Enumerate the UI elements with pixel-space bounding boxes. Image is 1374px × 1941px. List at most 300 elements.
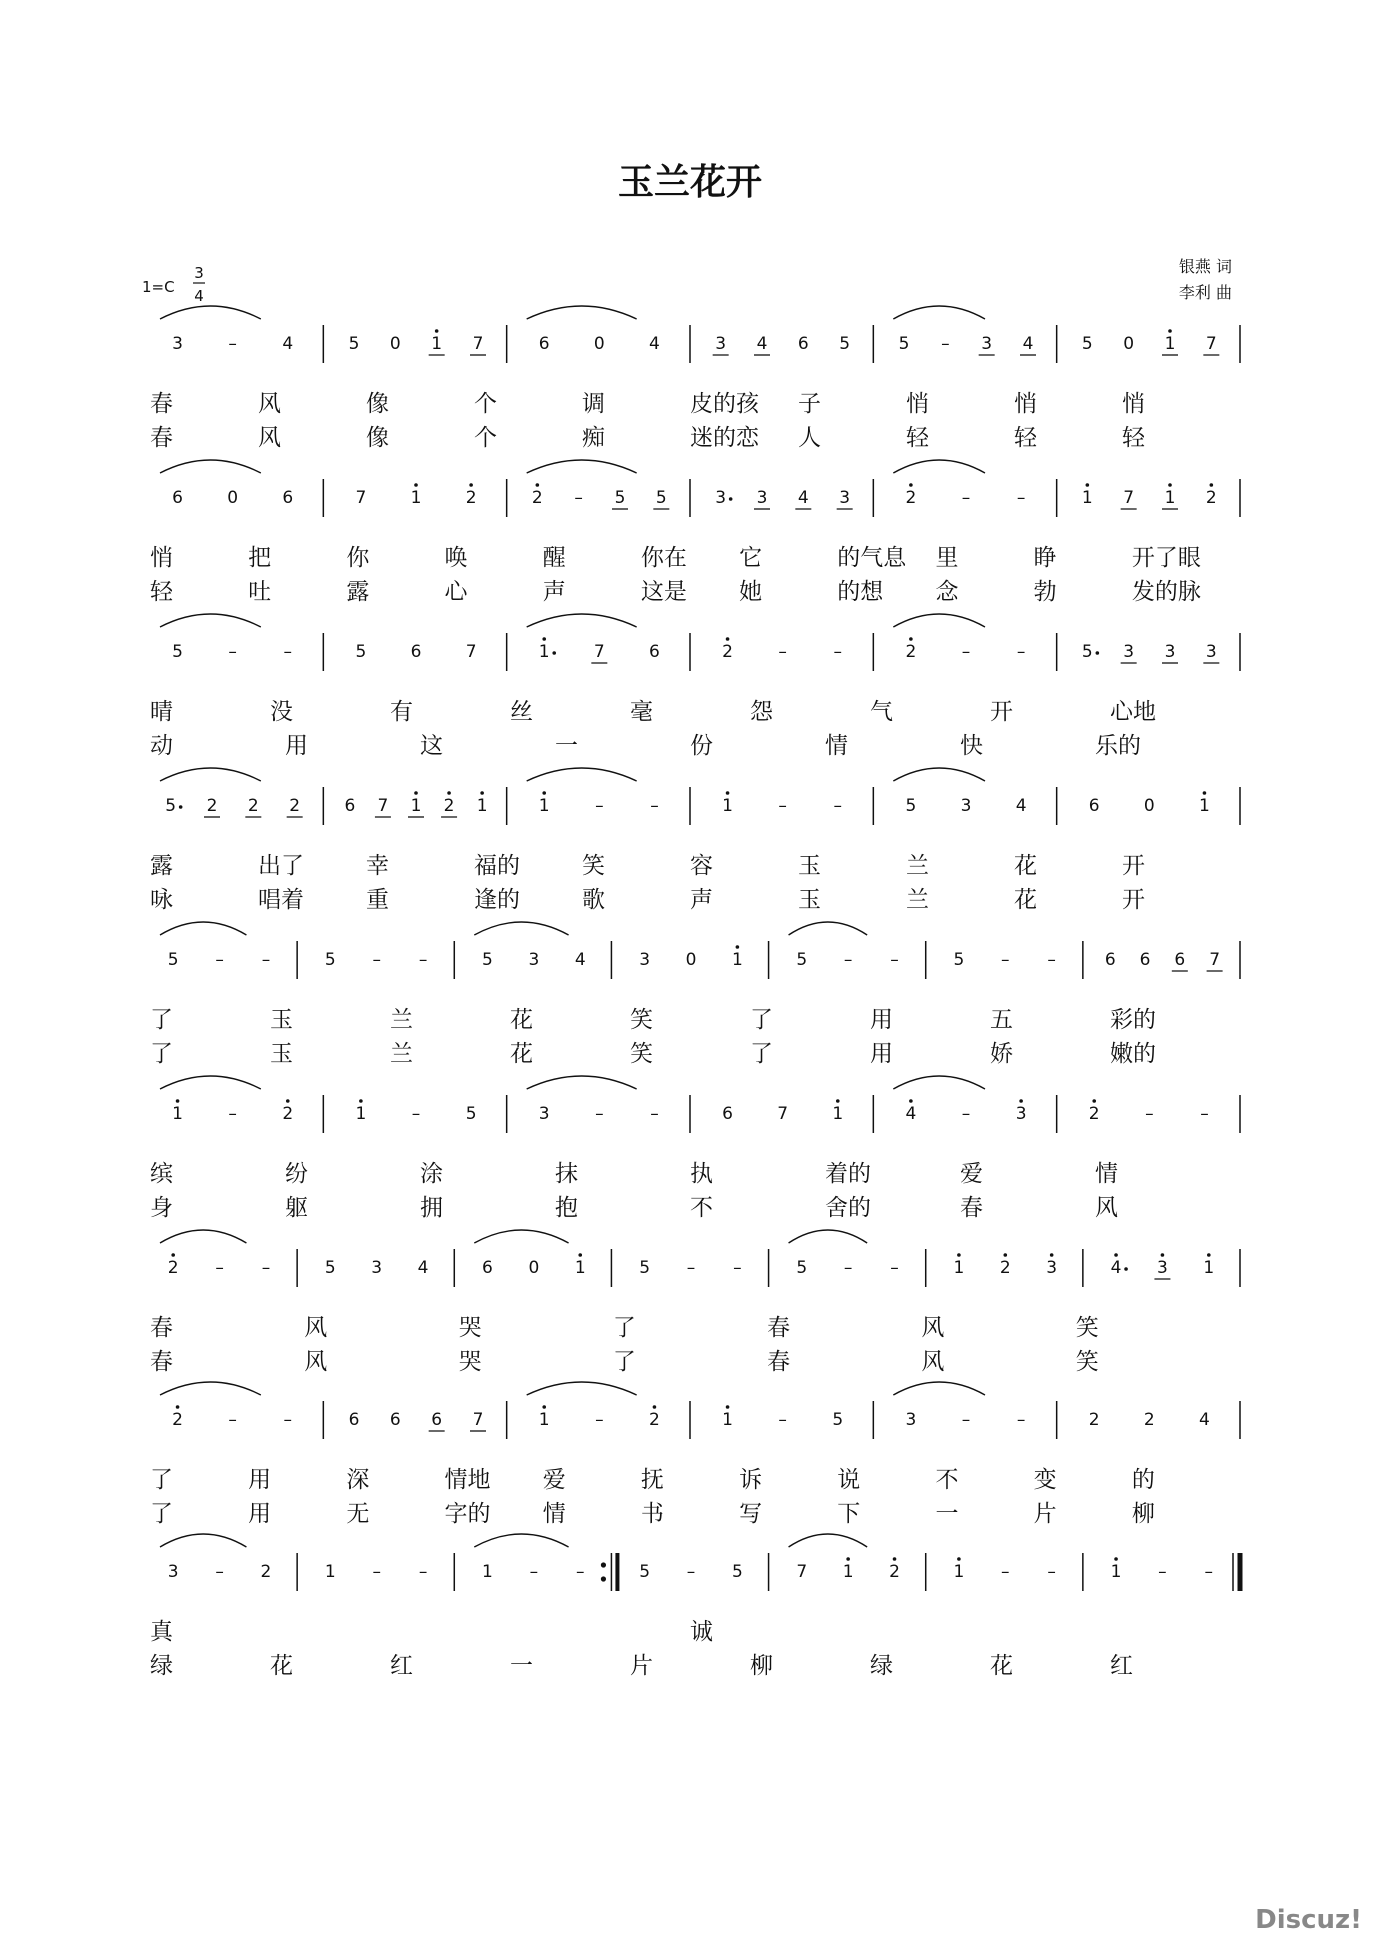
note-digit: 7 <box>777 1104 789 1124</box>
octave-dot <box>836 1099 840 1103</box>
slur-arc <box>160 1230 246 1243</box>
octave-dot <box>736 945 740 949</box>
note-digit: 5 <box>465 1104 477 1124</box>
lyric-syllable: 躯 <box>285 1195 308 1221</box>
note-digit: 4 <box>905 1104 917 1124</box>
octave-dot <box>957 1557 961 1561</box>
lyric-syllable: 你 <box>346 545 370 571</box>
augmentation-dot <box>1096 651 1100 655</box>
lyric-syllable: 涂 <box>420 1161 443 1187</box>
augmentation-dot <box>179 805 183 809</box>
octave-dot <box>726 1405 730 1409</box>
lyric-syllable: 风 <box>258 425 281 451</box>
lyric-syllable: 彩的 <box>1110 1007 1156 1033</box>
lyric-syllable: 玉 <box>798 853 821 879</box>
note-digit: – <box>215 950 224 970</box>
lyric-syllable: 轻 <box>1014 425 1037 451</box>
music-system <box>150 1076 1240 1221</box>
note-digit: – <box>1001 950 1010 970</box>
lyric-syllable: 开了眼 <box>1131 545 1201 571</box>
lyric-syllable: 兰 <box>390 1007 413 1033</box>
lyric-syllable: 春 <box>150 1349 173 1375</box>
lyric-syllable: 诚 <box>690 1619 713 1645</box>
note-digit: 6 <box>1174 950 1186 970</box>
lyric-syllable: 它 <box>739 545 763 571</box>
lyric-syllable: 风 <box>304 1349 328 1375</box>
augmentation-dot <box>1124 1267 1128 1271</box>
note-digit: – <box>843 950 853 970</box>
lyric-syllable: 像 <box>366 425 389 451</box>
lyric-syllable: 兰 <box>906 853 929 879</box>
note-digit: 2 <box>722 642 733 662</box>
note-digit: 2 <box>443 796 455 816</box>
lyric-syllable: 用 <box>870 1007 893 1033</box>
note-digit: – <box>1145 1104 1154 1124</box>
note-digit: – <box>1158 1562 1167 1582</box>
octave-dot <box>536 483 540 487</box>
octave-dot <box>542 791 546 795</box>
music-system <box>150 1534 1240 1679</box>
lyric-syllable: 迷的恋 <box>690 425 759 451</box>
watermark: Discuz! <box>1255 1905 1362 1935</box>
note-digit: 5 <box>1081 642 1093 662</box>
octave-dot <box>414 483 418 487</box>
lyric-syllable: 着的 <box>825 1161 871 1187</box>
note-digit: – <box>1016 488 1026 508</box>
note-digit: 1 <box>953 1258 965 1278</box>
systems-group <box>150 306 1240 1679</box>
lyric-syllable: 用 <box>248 1467 272 1493</box>
lyric-syllable: 悄 <box>1122 391 1145 417</box>
note-digit: – <box>961 488 971 508</box>
lyric-syllable: 深 <box>346 1467 370 1493</box>
lyric-syllable: 像 <box>366 391 389 417</box>
note-digit: – <box>1016 642 1026 662</box>
note-digit: 4 <box>417 1258 429 1278</box>
octave-dot <box>171 1253 175 1257</box>
note-digit: – <box>228 642 237 662</box>
lyric-syllable: 唤 <box>444 545 468 571</box>
note-digit: – <box>961 1410 971 1430</box>
lyric-syllable: 不 <box>690 1195 713 1221</box>
lyric-syllable: 拥 <box>420 1195 443 1221</box>
lyric-syllable: 有 <box>390 699 413 725</box>
note-digit: 1 <box>722 796 733 816</box>
lyric-syllable: 毫 <box>630 699 653 725</box>
note-digit: – <box>418 1562 428 1582</box>
note-digit: 2 <box>1143 1410 1155 1430</box>
lyric-syllable: 歌 <box>582 887 605 913</box>
lyric-syllable: 心 <box>444 579 468 605</box>
note-digit: 2 <box>1088 1410 1100 1430</box>
lyric-syllable: 五 <box>990 1007 1013 1033</box>
slur-arc <box>474 922 568 935</box>
lyric-syllable: 身 <box>150 1195 173 1221</box>
note-digit: 5 <box>167 950 179 970</box>
note-digit: 1 <box>722 1410 733 1430</box>
note-digit: – <box>890 1258 899 1278</box>
note-digit: 2 <box>999 1258 1011 1278</box>
note-digit: 5 <box>905 796 917 816</box>
note-digit: 3 <box>1123 642 1135 662</box>
note-digit: 3 <box>1205 642 1217 662</box>
note-digit: 7 <box>796 1562 808 1582</box>
note-digit: 5 <box>1081 334 1093 354</box>
note-digit: 5 <box>482 950 493 970</box>
octave-dot <box>1207 1253 1211 1257</box>
song-title: 玉兰花开 <box>617 161 763 203</box>
lyric-syllable: 情 <box>825 733 848 759</box>
note-digit: 3 <box>1157 1258 1168 1278</box>
note-digit: 5 <box>614 488 626 508</box>
note-digit: – <box>650 796 659 816</box>
lyric-syllable: 情地 <box>444 1467 491 1493</box>
lyric-syllable: 风 <box>1095 1195 1118 1221</box>
note-digit: 6 <box>1104 950 1116 970</box>
note-digit: – <box>833 796 843 816</box>
lyric-syllable: 气 <box>870 699 893 725</box>
octave-dot <box>957 1253 961 1257</box>
octave-dot <box>1114 1253 1118 1257</box>
lyric-syllable: 了 <box>612 1349 636 1375</box>
music-system <box>150 768 1240 913</box>
note-digit: 2 <box>531 488 543 508</box>
note-digit: 3 <box>172 334 183 354</box>
lyric-syllable: 哭 <box>458 1349 482 1375</box>
lyric-syllable: 书 <box>640 1501 664 1527</box>
note-digit: 4 <box>1110 1258 1122 1278</box>
slur-arc <box>893 768 985 781</box>
note-digit: 1 <box>1164 488 1176 508</box>
slur-arc <box>160 1076 261 1089</box>
slur-arc <box>893 614 985 627</box>
music-system <box>150 1230 1240 1375</box>
lyric-syllable: 逢的 <box>474 887 520 913</box>
lyric-syllable: 调 <box>582 391 605 417</box>
note-digit: 2 <box>206 796 218 816</box>
lyric-syllable: 福的 <box>474 853 520 879</box>
note-digit: 4 <box>797 488 809 508</box>
note-digit: – <box>411 1104 421 1124</box>
note-digit: 3 <box>960 796 972 816</box>
composer-credit: 李利 曲 <box>1178 283 1232 302</box>
note-digit: 1 <box>410 796 422 816</box>
note-digit: 2 <box>172 1410 183 1430</box>
note-digit: 5 <box>639 1258 651 1278</box>
note-digit: 2 <box>247 796 259 816</box>
note-digit: 3 <box>715 334 727 354</box>
lyric-syllable: 心地 <box>1110 699 1156 725</box>
lyric-syllable: 不 <box>935 1467 959 1493</box>
note-digit: 6 <box>410 642 422 662</box>
octave-dot <box>1114 1557 1118 1561</box>
note-digit: 5 <box>348 334 360 354</box>
lyric-syllable: 片 <box>1033 1501 1057 1527</box>
lyric-syllable: 容 <box>690 853 713 879</box>
lyric-syllable: 勃 <box>1033 579 1057 605</box>
note-digit: 1 <box>574 1258 586 1278</box>
note-digit: – <box>595 1410 604 1430</box>
slur-arc <box>160 1382 261 1395</box>
octave-dot <box>653 1405 657 1409</box>
note-digit: 3 <box>905 1410 917 1430</box>
lyric-syllable: 无 <box>346 1501 370 1527</box>
slur-arc <box>789 1534 868 1547</box>
slur-arc <box>893 460 985 473</box>
note-digit: 1 <box>482 1562 493 1582</box>
lyric-syllable: 下 <box>837 1501 861 1527</box>
lyric-syllable: 份 <box>690 733 713 759</box>
note-digit: – <box>1016 1410 1026 1430</box>
note-digit: – <box>833 642 843 662</box>
lyric-syllable: 红 <box>1110 1653 1133 1679</box>
lyric-syllable: 兰 <box>906 887 929 913</box>
slur-arc <box>527 1382 637 1395</box>
slur-arc <box>527 460 637 473</box>
lyric-syllable: 子 <box>798 391 821 417</box>
note-digit: 2 <box>649 1410 660 1430</box>
lyric-syllable: 露 <box>150 853 173 879</box>
lyric-syllable: 爱 <box>542 1467 566 1493</box>
note-digit: 1 <box>410 488 422 508</box>
note-digit: 1 <box>538 1410 550 1430</box>
octave-dot <box>1168 329 1172 333</box>
lyric-syllable: 风 <box>921 1349 945 1375</box>
note-digit: 7 <box>1209 950 1221 970</box>
lyric-syllable: 悄 <box>1014 391 1037 417</box>
lyric-syllable: 声 <box>690 887 713 913</box>
note-digit: 6 <box>172 488 183 508</box>
note-digit: – <box>595 1104 604 1124</box>
lyric-syllable: 快 <box>960 733 983 759</box>
note-digit: 6 <box>1139 950 1151 970</box>
lyric-syllable: 玉 <box>798 887 821 913</box>
slur-arc <box>893 1382 985 1395</box>
octave-dot <box>1019 1099 1023 1103</box>
note-digit: 5 <box>355 642 367 662</box>
lyric-syllable: 缤 <box>150 1161 173 1187</box>
note-digit: – <box>1200 1104 1209 1124</box>
note-digit: 6 <box>649 642 660 662</box>
note-digit: 6 <box>431 1410 443 1430</box>
lyric-syllable: 出了 <box>258 853 304 879</box>
lyric-syllable: 乐的 <box>1095 733 1141 759</box>
note-digit: – <box>733 1258 742 1278</box>
lyric-syllable: 花 <box>990 1653 1013 1679</box>
note-digit: – <box>595 796 604 816</box>
note-digit: – <box>941 334 950 354</box>
lyric-syllable: 说 <box>837 1467 861 1493</box>
note-digit: – <box>778 796 787 816</box>
note-digit: – <box>961 642 971 662</box>
note-digit: 1 <box>832 1104 844 1124</box>
note-digit: 6 <box>282 488 294 508</box>
note-digit: 0 <box>227 488 239 508</box>
note-digit: – <box>529 1562 539 1582</box>
note-digit: – <box>215 1562 224 1582</box>
lyric-syllable: 柳 <box>750 1653 773 1679</box>
slur-arc <box>160 768 261 781</box>
lyric-syllable: 风 <box>921 1315 945 1341</box>
lyric-syllable: 绿 <box>150 1653 173 1679</box>
slur-arc <box>789 922 868 935</box>
music-system <box>150 460 1240 605</box>
note-digit: 5 <box>832 1410 844 1430</box>
note-digit: 0 <box>1123 334 1135 354</box>
note-digit: – <box>228 1104 237 1124</box>
note-digit: 1 <box>476 796 488 816</box>
note-digit: 2 <box>905 642 917 662</box>
slur-arc <box>160 614 261 627</box>
lyric-syllable: 用 <box>285 733 308 759</box>
note-digit: 5 <box>953 950 965 970</box>
octave-dot <box>176 1405 180 1409</box>
lyric-syllable: 花 <box>1014 887 1037 913</box>
lyric-syllable: 睁 <box>1033 545 1057 571</box>
note-digit: 1 <box>1203 1258 1215 1278</box>
note-digit: – <box>778 1410 787 1430</box>
lyric-syllable: 里 <box>935 545 959 571</box>
note-digit: 2 <box>465 488 477 508</box>
lyric-syllable: 绿 <box>870 1653 893 1679</box>
note-digit: – <box>1204 1562 1214 1582</box>
slur-arc <box>789 1230 868 1243</box>
note-digit: 6 <box>538 334 550 354</box>
note-digit: 2 <box>905 488 917 508</box>
note-digit: 5 <box>172 642 183 662</box>
note-digit: 3 <box>981 334 993 354</box>
lyric-syllable: 兰 <box>390 1041 413 1067</box>
octave-dot <box>909 483 913 487</box>
lyric-syllable: 字的 <box>444 1501 491 1527</box>
note-digit: 2 <box>289 796 301 816</box>
lyric-syllable: 用 <box>870 1041 893 1067</box>
octave-dot <box>846 1557 850 1561</box>
note-digit: 6 <box>344 796 356 816</box>
lyric-syllable: 红 <box>390 1653 413 1679</box>
note-digit: 7 <box>593 642 605 662</box>
slur-arc <box>160 1534 246 1547</box>
lyric-syllable: 抹 <box>555 1161 578 1187</box>
lyric-syllable: 她 <box>739 579 763 605</box>
octave-dot <box>578 1253 582 1257</box>
lyric-syllable: 了 <box>750 1041 773 1067</box>
lyric-syllable: 痴 <box>582 425 605 451</box>
lyric-syllable: 轻 <box>1122 425 1145 451</box>
note-digit: – <box>228 1410 237 1430</box>
note-digit: – <box>778 642 787 662</box>
octave-dot <box>893 1557 897 1561</box>
note-digit: 5 <box>639 1562 651 1582</box>
time-signature-bottom: 4 <box>194 287 204 305</box>
lyric-syllable: 咏 <box>150 887 173 913</box>
lyric-syllable: 执 <box>690 1161 713 1187</box>
note-digit: 7 <box>1123 488 1135 508</box>
music-system <box>150 922 1240 1067</box>
octave-dot <box>176 1099 180 1103</box>
lyric-syllable: 动 <box>150 733 173 759</box>
lyric-syllable: 风 <box>304 1315 328 1341</box>
lyric-syllable: 丝 <box>510 699 533 725</box>
slur-arc <box>474 1534 568 1547</box>
lyric-syllable: 轻 <box>150 579 173 605</box>
octave-dot <box>414 791 418 795</box>
lyric-syllable: 玉 <box>270 1007 293 1033</box>
note-digit: 4 <box>756 334 768 354</box>
note-digit: 3 <box>756 488 768 508</box>
note-digit: – <box>261 1258 271 1278</box>
lyric-syllable: 吐 <box>248 579 272 605</box>
note-digit: – <box>890 950 899 970</box>
octave-dot <box>909 1099 913 1103</box>
lyric-syllable: 了 <box>150 1007 173 1033</box>
note-digit: 0 <box>389 334 401 354</box>
note-digit: 0 <box>593 334 605 354</box>
note-digit: 6 <box>1088 796 1100 816</box>
octave-dot <box>447 791 451 795</box>
lyric-syllable: 开 <box>990 699 1013 725</box>
lyric-syllable: 舍的 <box>825 1195 871 1221</box>
lyric-syllable: 悄 <box>906 391 929 417</box>
lyric-syllable: 情 <box>1095 1161 1118 1187</box>
note-digit: 7 <box>472 1410 484 1430</box>
lyric-syllable: 开 <box>1122 853 1145 879</box>
note-digit: – <box>283 1410 293 1430</box>
note-digit: 0 <box>685 950 697 970</box>
lyric-syllable: 笑 <box>582 853 605 879</box>
key-signature: 1=C <box>142 278 175 296</box>
note-digit: – <box>372 950 381 970</box>
lyric-syllable: 花 <box>510 1007 533 1033</box>
lyric-syllable: 玉 <box>270 1041 293 1067</box>
lyric-syllable: 春 <box>150 391 173 417</box>
note-digit: 3 <box>1046 1258 1058 1278</box>
slur-arc <box>527 768 637 781</box>
note-digit: 5 <box>898 334 910 354</box>
octave-dot <box>480 791 484 795</box>
note-digit: 3 <box>639 950 651 970</box>
note-digit: 2 <box>260 1562 272 1582</box>
lyric-syllable: 写 <box>739 1501 763 1527</box>
note-digit: 6 <box>482 1258 493 1278</box>
octave-dot <box>1050 1253 1054 1257</box>
lyric-syllable: 幸 <box>366 853 389 879</box>
lyric-syllable: 你在 <box>640 545 687 571</box>
lyric-syllable: 念 <box>935 579 959 605</box>
note-digit: 4 <box>649 334 660 354</box>
lyric-syllable: 开 <box>1122 887 1145 913</box>
augmentation-dot <box>552 651 556 655</box>
note-digit: 4 <box>574 950 586 970</box>
note-digit: 7 <box>377 796 389 816</box>
lyric-syllable: 重 <box>366 887 389 913</box>
lyric-syllable: 唱着 <box>258 887 304 913</box>
lyric-syllable: 诉 <box>739 1467 763 1493</box>
note-digit: 1 <box>1199 796 1210 816</box>
lyric-syllable: 了 <box>150 1467 173 1493</box>
lyric-syllable: 笑 <box>630 1007 653 1033</box>
note-digit: 7 <box>472 334 484 354</box>
lyric-syllable: 的 <box>1131 1467 1155 1493</box>
lyric-syllable: 声 <box>542 579 566 605</box>
note-digit: – <box>228 334 237 354</box>
lyric-syllable: 笑 <box>630 1041 653 1067</box>
lyric-syllable: 柳 <box>1131 1501 1155 1527</box>
note-digit: 5 <box>796 950 808 970</box>
lyric-syllable: 用 <box>248 1501 272 1527</box>
octave-dot <box>1092 1099 1096 1103</box>
note-digit: – <box>650 1104 659 1124</box>
